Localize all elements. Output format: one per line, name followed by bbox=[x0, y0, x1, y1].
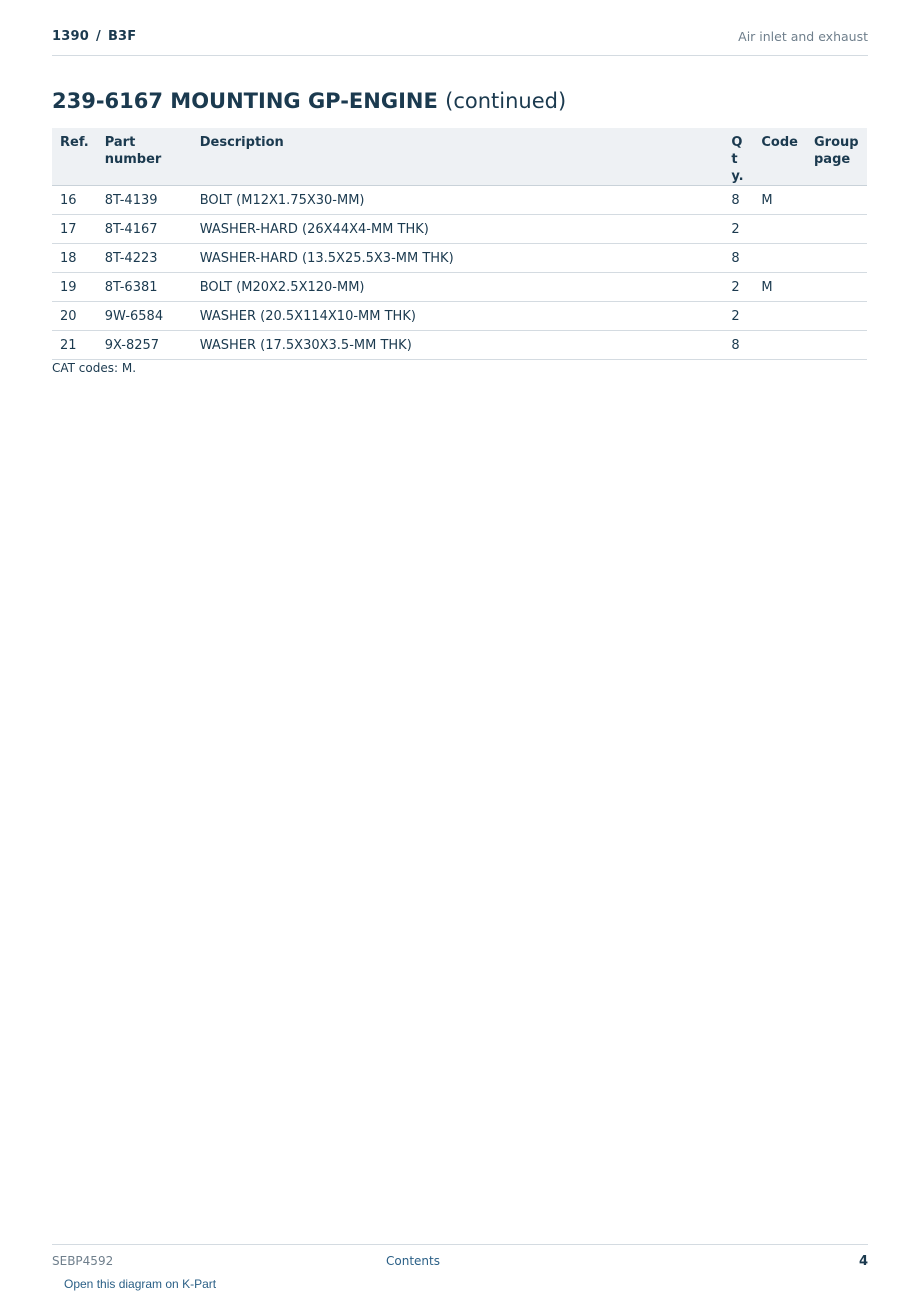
cell-ref: 21 bbox=[52, 331, 97, 360]
table-row bbox=[52, 331, 867, 360]
cell-part-number: 9X-8257 bbox=[97, 331, 192, 360]
cell-group-page bbox=[806, 215, 867, 244]
col-header-qty: Qty. bbox=[723, 128, 753, 186]
cell-qty: 2 bbox=[723, 215, 753, 244]
cat-codes-note: CAT codes: M. bbox=[52, 361, 137, 375]
table-header-row bbox=[52, 128, 867, 186]
table-row bbox=[52, 273, 867, 302]
cell-part-number: 8T-6381 bbox=[97, 273, 192, 302]
col-header-description: Description bbox=[192, 128, 724, 186]
table-row bbox=[52, 302, 867, 331]
cell-group-page bbox=[806, 244, 867, 273]
cell-qty: 2 bbox=[723, 273, 753, 302]
cell-description: BOLT (M20X2.5X120-MM) bbox=[192, 273, 724, 302]
cell-code bbox=[753, 331, 806, 360]
cell-part-number: 8T-4139 bbox=[97, 186, 192, 215]
cell-group-page bbox=[806, 273, 867, 302]
col-header-part-number: Part number bbox=[97, 128, 192, 186]
title-suffix: (continued) bbox=[445, 89, 567, 113]
cell-ref: 16 bbox=[52, 186, 97, 215]
contents-link[interactable]: Contents bbox=[386, 1254, 440, 1268]
model-number: 1390 bbox=[52, 29, 89, 44]
cell-group-page bbox=[806, 186, 867, 215]
cell-ref: 20 bbox=[52, 302, 97, 331]
cell-description: WASHER (20.5X114X10-MM THK) bbox=[192, 302, 724, 331]
cell-code bbox=[753, 215, 806, 244]
page-footer bbox=[52, 1244, 868, 1275]
model-serial-label bbox=[52, 29, 136, 44]
cell-ref: 18 bbox=[52, 244, 97, 273]
cell-part-number: 8T-4223 bbox=[97, 244, 192, 273]
table-row bbox=[52, 244, 867, 273]
cell-description: WASHER-HARD (13.5X25.5X3-MM THK) bbox=[192, 244, 724, 273]
cell-part-number: 9W-6584 bbox=[97, 302, 192, 331]
cell-ref: 19 bbox=[52, 273, 97, 302]
col-header-ref: Ref. bbox=[52, 128, 97, 186]
cell-code bbox=[753, 244, 806, 273]
page-title bbox=[52, 89, 566, 113]
page-header bbox=[52, 29, 868, 56]
cell-description: WASHER (17.5X30X3.5-MM THK) bbox=[192, 331, 724, 360]
table-row bbox=[52, 186, 867, 215]
header-separator: / bbox=[95, 29, 101, 44]
cell-part-number: 8T-4167 bbox=[97, 215, 192, 244]
table-row bbox=[52, 215, 867, 244]
cell-qty: 2 bbox=[723, 302, 753, 331]
cell-ref: 17 bbox=[52, 215, 97, 244]
cell-group-page bbox=[806, 302, 867, 331]
cell-qty: 8 bbox=[723, 244, 753, 273]
cell-description: BOLT (M12X1.75X30-MM) bbox=[192, 186, 724, 215]
document-code: SEBP4592 bbox=[52, 1254, 114, 1268]
section-name: Air inlet and exhaust bbox=[738, 29, 868, 44]
cell-qty: 8 bbox=[723, 331, 753, 360]
cell-code: M bbox=[753, 186, 806, 215]
cell-code: M bbox=[753, 273, 806, 302]
title-main: 239-6167 MOUNTING GP-ENGINE bbox=[52, 89, 438, 113]
cell-description: WASHER-HARD (26X44X4-MM THK) bbox=[192, 215, 724, 244]
cell-qty: 8 bbox=[723, 186, 753, 215]
page-number: 4 bbox=[858, 1254, 868, 1269]
open-kpart-link[interactable]: Open this diagram on K-Part bbox=[64, 1277, 217, 1291]
col-header-code: Code bbox=[753, 128, 806, 186]
cell-code bbox=[753, 302, 806, 331]
parts-table bbox=[52, 128, 867, 360]
col-header-group-page: Group page bbox=[806, 128, 867, 186]
serial-prefix: B3F bbox=[107, 29, 137, 44]
cell-group-page bbox=[806, 331, 867, 360]
